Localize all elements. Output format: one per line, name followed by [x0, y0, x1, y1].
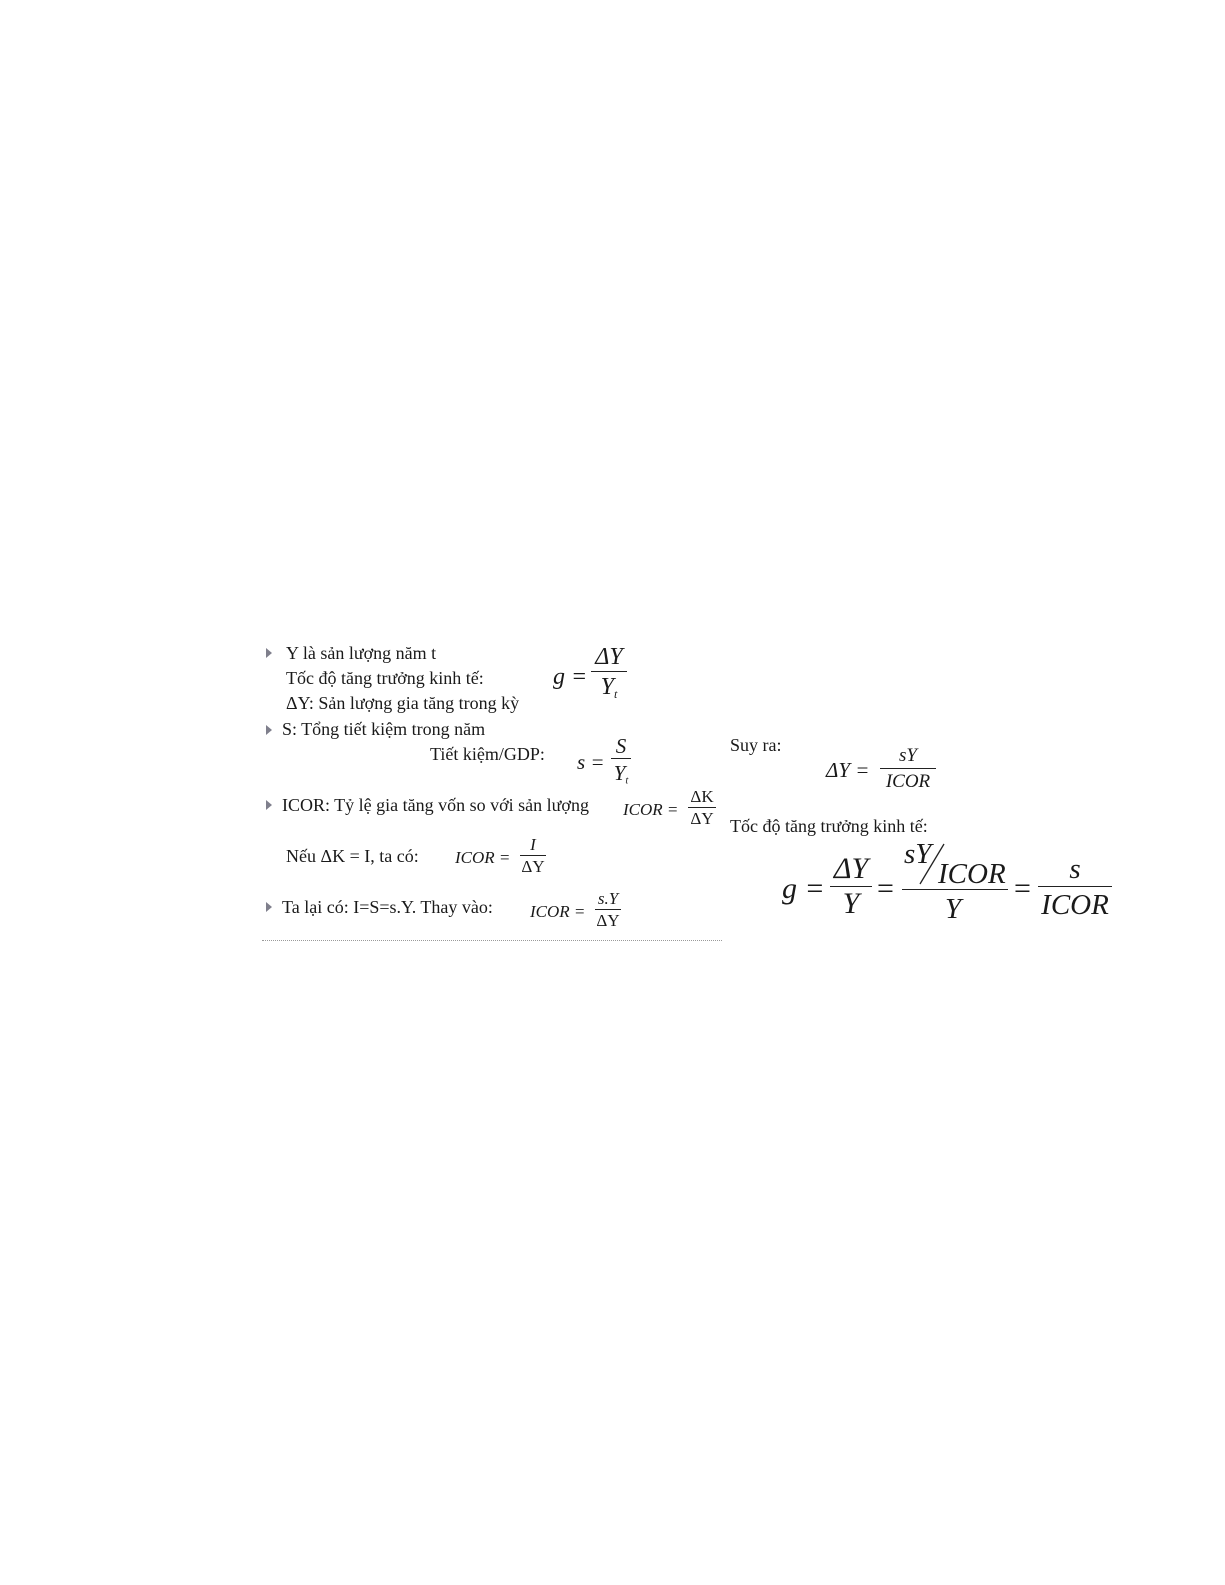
formula-icor-sy-fraction	[595, 889, 621, 932]
formula-icor-i-fraction	[520, 835, 546, 878]
formula-denominator: ICOR	[885, 771, 931, 792]
formula-delta-y-lhs: ΔY =	[826, 758, 870, 782]
formula-icor-i-lhs: ICOR =	[455, 848, 511, 867]
formula-numerator: S	[615, 734, 627, 758]
formula-big-fraction-1	[830, 852, 872, 921]
text-therefore: Suy ra:	[730, 735, 782, 755]
formula-denominator: ΔY	[596, 911, 620, 930]
formula-g-fraction	[591, 643, 627, 709]
bullet-icon	[266, 648, 272, 658]
formula-numerator: I	[530, 835, 536, 854]
bullet-icon	[266, 800, 272, 810]
formula-s-fraction	[611, 734, 631, 796]
text-icor-definition: ICOR: Tỷ lệ gia tăng vốn so với sản lượng	[282, 795, 589, 815]
formula-numerator: s	[1069, 853, 1081, 885]
formula-s-lhs: s =	[577, 750, 605, 774]
formula-denominator: ΔY	[521, 857, 545, 876]
formula-inner-numerator: sY	[904, 838, 932, 870]
formula-big-equals-2: =	[1014, 872, 1031, 905]
formula-denominator: ΔY	[690, 809, 714, 828]
formula-numerator: sY	[899, 745, 917, 766]
text-savings: S: Tổng tiết kiệm trong năm	[282, 719, 486, 739]
text-substitute: Ta lại có: I=S=s.Y. Thay vào:	[282, 897, 493, 917]
formula-inner-denominator: ICOR	[938, 858, 1006, 890]
formula-big-lhs: g =	[782, 872, 825, 905]
text-delta-y: ΔY: Sản lượng gia tăng trong kỳ	[286, 693, 520, 713]
formula-denominator: ICOR	[1041, 889, 1109, 921]
formula-denominator: $Y_t$	[613, 761, 629, 787]
formula-denominator: $Y_t$	[600, 674, 618, 702]
formula-icor-lhs: ICOR =	[623, 800, 679, 819]
formula-big-fraction-3	[1038, 852, 1112, 923]
bullet-icon	[266, 902, 272, 912]
formula-numerator: ΔK	[690, 787, 714, 806]
formula-denominator: Y	[842, 887, 860, 920]
text-y-output: Y là sản lượng năm t	[286, 643, 437, 663]
formula-numerator: s.Y	[597, 889, 619, 908]
formula-delta-y-fraction	[880, 744, 936, 795]
bullet-icon	[266, 725, 272, 735]
text-growth-rate-label-2: Tốc độ tăng trưởng kinh tế:	[730, 816, 928, 836]
text-growth-rate-label: Tốc độ tăng trưởng kinh tế:	[286, 668, 484, 688]
formula-icor-fraction	[688, 787, 716, 830]
divider-line	[262, 940, 722, 941]
formula-denominator: Y	[945, 893, 962, 925]
formula-numerator: ΔY	[833, 852, 869, 885]
fraction-bar	[902, 889, 1008, 890]
formula-big-equals-1: =	[877, 872, 894, 905]
text-savings-gdp: Tiết kiệm/GDP:	[430, 744, 545, 764]
formula-g-lhs: g =	[553, 664, 588, 690]
text-if-delta-k: Nếu ΔK = I, ta có:	[286, 846, 419, 866]
formula-icor-sy-lhs: ICOR =	[530, 902, 586, 921]
formula-numerator: ΔY	[595, 644, 623, 670]
